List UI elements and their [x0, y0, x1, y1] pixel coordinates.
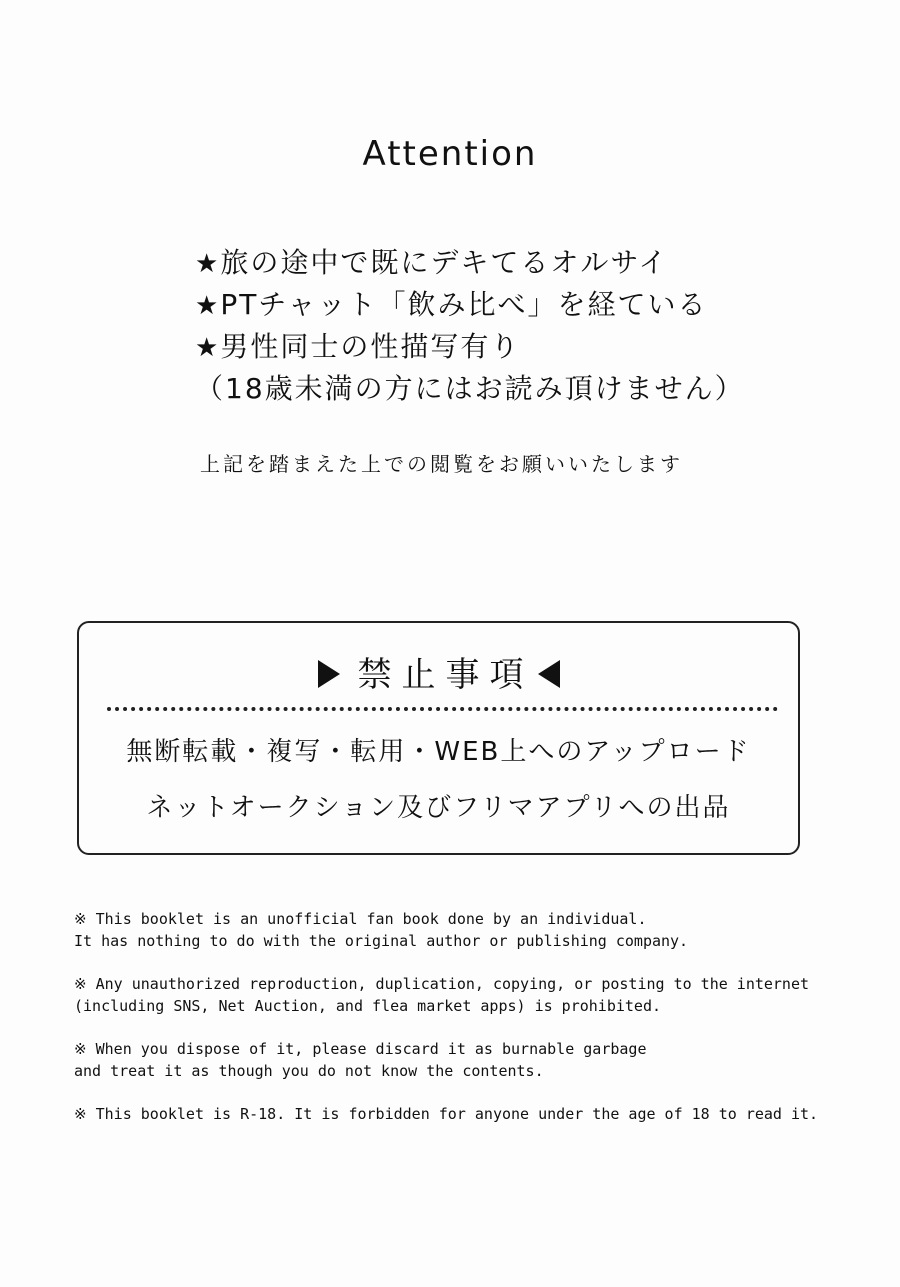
page-title: Attention — [362, 134, 538, 174]
note-text: PTチャット「飲み比べ」を経ている — [220, 288, 708, 321]
disclaimer-line: ※ This booklet is R-18. It is forbidden for anyone under the age of 18 to read it. — [74, 1105, 819, 1123]
note-line — [195, 326, 815, 368]
dotted-divider — [107, 707, 778, 711]
note-line — [195, 368, 815, 410]
disclaimer-line: and treat it as though you do not know the contents. — [74, 1062, 544, 1080]
disclaimer-block — [74, 973, 864, 1017]
prohibited-heading — [79, 647, 798, 696]
prohibited-item: 無断転載・複写・転用・WEB上へのアップロード — [126, 737, 751, 767]
confirm-text: 上記を踏まえた上での閲覧をお願いいたします — [200, 452, 683, 476]
content-notes — [195, 242, 815, 410]
prohibited-box — [77, 621, 800, 855]
triangle-right-icon — [318, 660, 340, 688]
disclaimer-line: (including SNS, Net Auction, and flea market apps) is prohibited. — [74, 997, 661, 1015]
star-icon: ★ — [195, 291, 221, 321]
triangle-left-icon — [538, 660, 560, 688]
disclaimer-block — [74, 1038, 864, 1082]
note-text: （18歳未満の方にはお読み頂けません） — [195, 372, 745, 405]
note-line — [195, 242, 815, 284]
note-line — [195, 284, 815, 326]
disclaimers — [74, 908, 864, 1146]
note-text: 男性同士の性描写有り — [220, 330, 521, 363]
disclaimer-line: ※ When you dispose of it, please discard it as burnable garbage — [74, 1040, 647, 1058]
disclaimer-block — [74, 908, 864, 952]
disclaimer-block — [74, 1103, 864, 1125]
prohibited-item: ネットオークション及びフリマアプリへの出品 — [146, 793, 731, 823]
note-text: 旅の途中で既にデキてるオルサイ — [220, 246, 669, 279]
disclaimer-line: ※ Any unauthorized reproduction, duplication, copying, or posting to the internet — [74, 975, 810, 993]
disclaimer-line: ※ This booklet is an unofficial fan book done by an individual. — [74, 910, 647, 928]
star-icon: ★ — [195, 333, 221, 363]
disclaimer-line: It has nothing to do with the original author or publishing company. — [74, 932, 689, 950]
star-icon: ★ — [195, 249, 221, 279]
prohibited-heading-text: 禁止事項 — [357, 655, 534, 695]
